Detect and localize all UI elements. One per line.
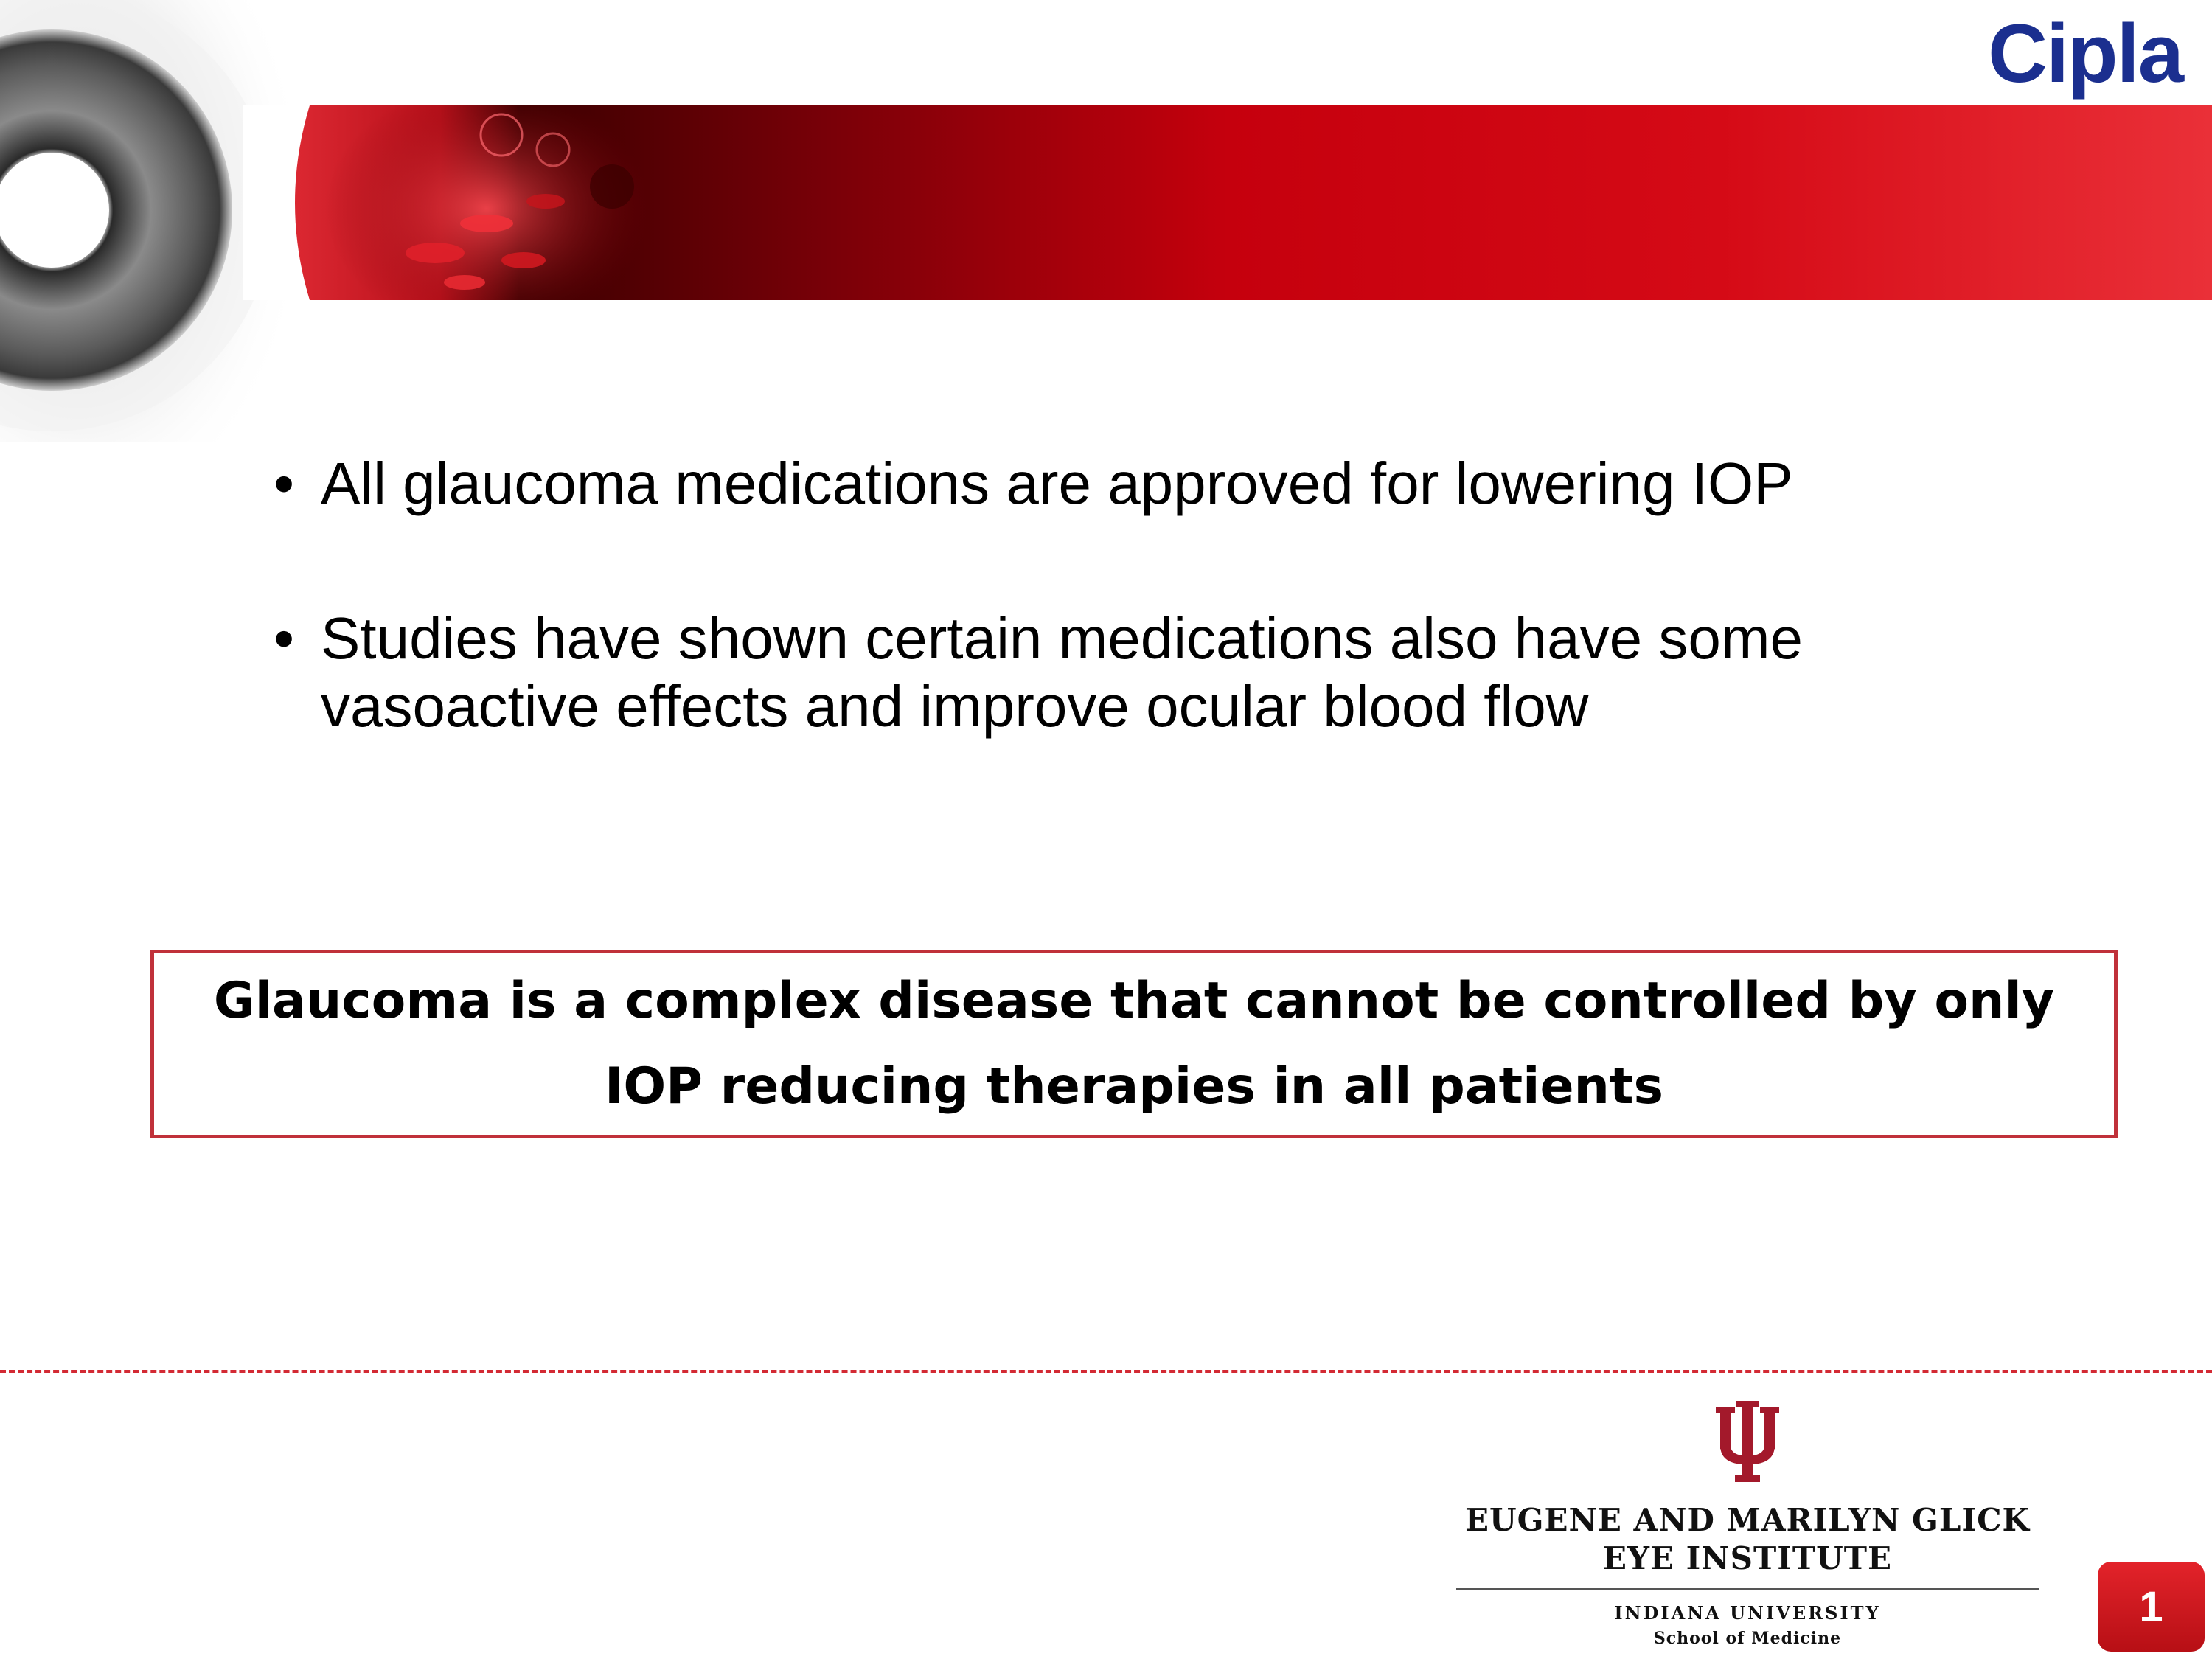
bullet-dot: •: [273, 451, 294, 516]
institute-name-line1: EUGENE AND MARILYN GLICK: [1464, 1502, 2030, 1538]
institute-name-line2: EYE INSTITUTE: [1602, 1540, 1893, 1576]
footer-divider: [0, 1370, 2212, 1373]
bullet-text: All glaucoma medications are approved for lowering IOP: [321, 451, 1793, 516]
blood-cells-image: [243, 105, 700, 300]
iu-trident-icon: [1714, 1401, 1781, 1482]
bullet-item: [262, 605, 1958, 740]
bullet-list: [262, 450, 1958, 827]
institute-rule: [1456, 1588, 2039, 1590]
page-number-badge: 1: [2098, 1562, 2205, 1652]
callout-text: Glaucoma is a complex disease that cannot be controlled by only IOP reducing therapies in all patients: [213, 972, 2055, 1116]
institute-logo: [1456, 1401, 2039, 1655]
university-name: INDIANA UNIVERSITY: [1614, 1602, 1881, 1624]
school-name: School of Medicine: [1653, 1629, 1842, 1648]
bullet-text: Studies have shown certain medications also have some vasoactive effects and improve ocular blood flow: [321, 605, 1803, 739]
cipla-logo: Cipla: [1988, 7, 2183, 100]
bullet-dot: •: [273, 605, 294, 671]
callout-box: [150, 950, 2118, 1138]
bullet-item: [262, 450, 1958, 518]
